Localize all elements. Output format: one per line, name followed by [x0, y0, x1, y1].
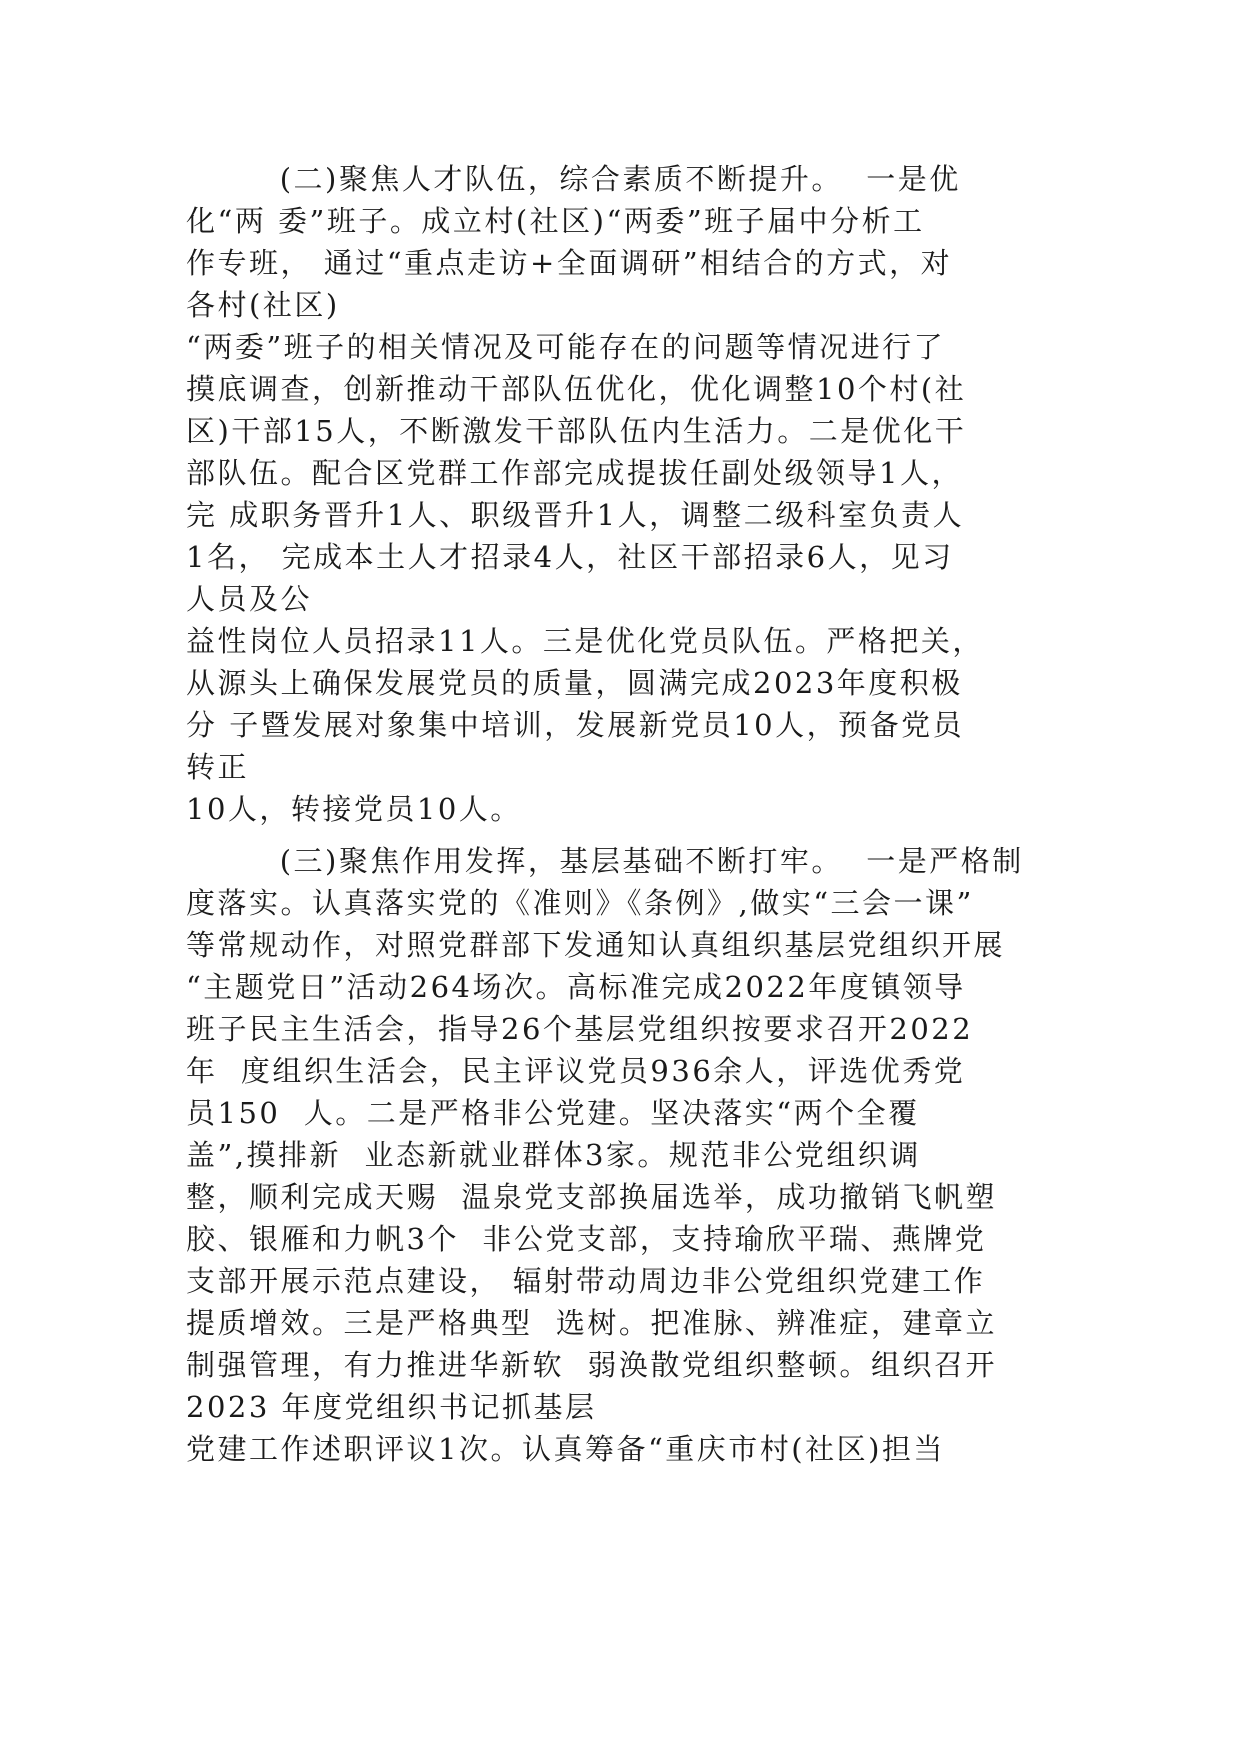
text-line: 部队伍。配合区党群工作部完成提拔任副处级领导1人，: [186, 456, 963, 490]
text-line: “两委”班子的相关情况及可能存在的问题等情况进行了: [186, 330, 946, 364]
text-line: 区)干部15人，不断激发干部队伍内生活力。二是优化干: [186, 414, 967, 448]
text-line: 作专班， 通过“重点走访+全面调研”相结合的方式，对: [186, 246, 953, 280]
text-line: 人员及公: [186, 582, 313, 616]
text-line: 支部开展示范点建设， 辐射带动周边非公党组织党建工作: [186, 1264, 986, 1298]
text-line: 胶、银雁和力帆3个 非公党支部，支持瑜欣平瑞、燕牌党: [186, 1222, 987, 1256]
text-line: 盖”,摸排新 业态新就业群体3家。规范非公党组织调: [186, 1138, 921, 1172]
text-line: 党建工作述职评议1次。认真筹备“重庆市村(社区)担当: [186, 1432, 945, 1466]
text-line: “主题党日”活动264场次。高标准完成2022年度镇领导: [186, 970, 966, 1004]
text-line: 摸底调查，创新推动干部队伍优化，优化调整10个村(社: [186, 372, 967, 406]
text-line: 度落实。认真落实党的《准则》《条例》,做实“三会一课”: [186, 886, 974, 920]
document-body: [186, 158, 1066, 1470]
text-line: 完 成职务晋升1人、职级晋升1人，调整二级科室负责人: [186, 498, 965, 532]
text-line: 提质增效。三是严格典型 选树。把准脉、辨准症，建章立: [186, 1306, 997, 1340]
section-heading-line: (三)聚焦作用发挥，基层基础不断打牢。 一是严格制: [186, 844, 1024, 878]
text-line: 制强管理，有力推进华新软 弱涣散党组织整顿。组织召开: [186, 1348, 997, 1382]
text-line: 从源头上确保发展党员的质量，圆满完成2023年度积极: [186, 666, 963, 700]
text-line: 益性岗位人员招录11人。三是优化党员队伍。严格把关，: [186, 624, 984, 658]
text-line: 班子民主生活会，指导26个基层党组织按要求召开2022: [186, 1012, 974, 1046]
text-line: 化“两 委”班子。成立村(社区)“两委”班子届中分析工: [186, 204, 925, 238]
text-line: 1名， 完成本土人才招录4人，社区干部招录6人，见习: [186, 540, 954, 574]
text-line: 10人，转接党员10人。: [186, 792, 522, 826]
text-line: 员150 人。二是严格非公党建。坚决落实“两个全覆: [186, 1096, 920, 1130]
text-line: 转正: [186, 750, 250, 784]
text-line: 分 子暨发展对象集中培训，发展新党员10人，预备党员: [186, 708, 965, 742]
text-line: 整，顺利完成天赐 温泉党支部换届选举，成功撤销飞帆塑: [186, 1180, 997, 1214]
text-line: 各村(社区): [186, 288, 340, 322]
text-line: 等常规动作，对照党群部下发通知认真组织基层党组织开展: [186, 928, 1006, 962]
text-line: (二)聚焦人才队伍，综合素质不断提升。 一是优: [186, 162, 961, 196]
text-line: 2023 年度党组织书记抓基层: [186, 1390, 597, 1424]
text-line: 年 度组织生活会，民主评议党员936余人，评选优秀党: [186, 1054, 966, 1088]
